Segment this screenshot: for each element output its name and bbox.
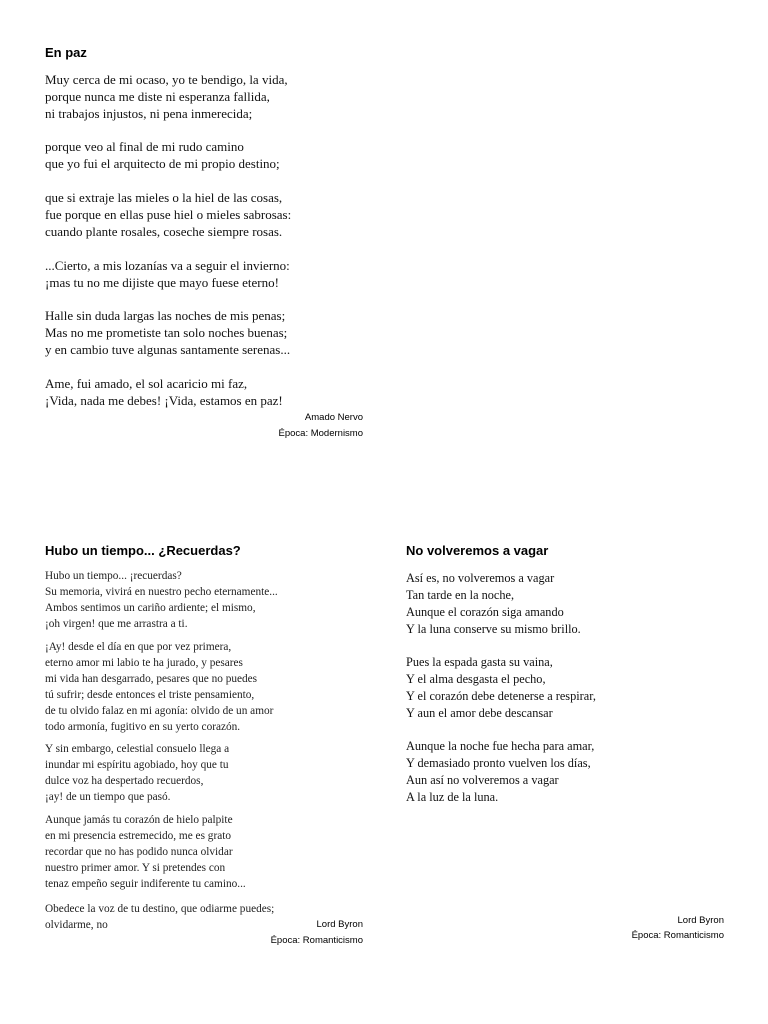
poem-line: Tan tarde en la noche, (406, 588, 515, 602)
poem-line: Aunque la noche fue hecha para amar, (406, 739, 595, 753)
poem-line: que yo fui el arquitecto de mi propio destino; (45, 155, 280, 171)
poem-stanza (45, 376, 283, 410)
poem-line: ni trabajos injustos, ni pena inmerecida; (45, 105, 253, 121)
poem-stanza (406, 654, 596, 722)
poem-stanza (406, 738, 594, 806)
poem-line: tenaz empeño seguir indiferente tu camino... (45, 877, 246, 890)
poem-stanza (45, 902, 274, 934)
poem-line: Hubo un tiempo... ¡recuerdas? (45, 570, 182, 582)
poem-line: Mas no me prometiste tan solo noches buenas; (45, 324, 288, 340)
poem-title: No volveremos a vagar (406, 543, 549, 558)
poem-line: Y el alma desgasta el pecho, (406, 672, 546, 686)
poem-line: ...Cierto, a mis lozanías va a seguir el invierno: (45, 258, 290, 273)
poem-line: cuando plante rosales, coseche siempre rosas. (45, 223, 283, 239)
poem-line: Ame, fui amado, el sol acaricio mi faz, (45, 376, 248, 391)
poem-line: Muy cerca de mi ocaso, yo te bendigo, la vida, (45, 72, 288, 87)
poem-line: Aun así no volveremos a vagar (406, 773, 559, 787)
poem-epoch: Época: Modernismo (278, 428, 363, 439)
poem-stanza (45, 190, 291, 240)
poem-line: Y aun el amor debe descansar (406, 706, 553, 720)
poem-line: Y demasiado pronto vuelven los días, (406, 756, 591, 770)
poem-epoch: Época: Romanticismo (631, 930, 724, 941)
poem-title: En paz (45, 45, 87, 60)
poem-line: nuestro primer amor. Y si pretendes con (45, 861, 226, 874)
poem-line: eterno amor mi labio te ha jurado, y pesares (45, 656, 243, 669)
poem-line: inundar mi espíritu agobiado, hoy que tu (45, 758, 229, 771)
poem-line: Ambos sentimos un cariño ardiente; el mismo, (45, 601, 256, 614)
poem-line: porque nunca me diste ni esperanza fallida, (45, 88, 270, 104)
poem-line: mi vida han desgarrado, pesares que no puedes (45, 672, 258, 685)
poem-line: Su memoria, vivirá en nuestro pecho eternamente... (45, 585, 278, 598)
poem-line: recordar que no has podido nunca olvidar (45, 845, 233, 858)
poem-stanza (45, 569, 278, 633)
poem-stanza (45, 258, 290, 292)
poem-line: porque veo al final de mi rudo camino (45, 139, 244, 154)
poem-stanza (45, 308, 290, 358)
poem-line: Obedece la voz de tu destino, que odiarme puedes; (45, 903, 275, 915)
poem-stanza (45, 139, 280, 173)
poem-line: de tu olvido falaz en mi agonía: olvido de un amor (45, 704, 274, 717)
poem-line: ¡mas tu no me dijiste que mayo fuese eterno! (45, 274, 279, 290)
poem-line: tú sufrir; desde entonces el triste pensamiento, (45, 688, 255, 701)
poem-line: en mi presencia estremecido, me es grato (45, 829, 232, 842)
poem-author: Lord Byron (316, 919, 363, 930)
poem-line: ¡Ay! desde el día en que por vez primera, (45, 641, 232, 653)
poem-line: dulce voz ha despertado recuerdos, (45, 774, 204, 787)
poem-line: Y sin embargo, celestial consuelo llega a (45, 743, 230, 755)
poem-stanza (45, 742, 229, 806)
poem-line: ¡ay! de un tiempo que pasó. (45, 790, 171, 803)
poem-stanza (45, 72, 288, 122)
poem-epoch: Época: Romanticismo (270, 935, 363, 946)
poem-line: que si extraje las mieles o la hiel de las cosas, (45, 190, 283, 205)
poem-author: Amado Nervo (304, 412, 363, 423)
poem-stanza (406, 570, 581, 638)
poem-line: olvidarme, no (45, 918, 108, 931)
poem-line: y en cambio tuve algunas santamente serenas... (45, 341, 291, 357)
poem-line: ¡oh virgen! que me arrastra a ti. (45, 617, 188, 630)
poem-stanza (45, 640, 273, 735)
poem-line: ¡Vida, nada me debes! ¡Vida, estamos en paz! (45, 392, 283, 408)
poem-line: Halle sin duda largas las noches de mis penas; (45, 308, 286, 323)
poem-line: fue porque en ellas puse hiel o mieles sabrosas: (45, 206, 292, 222)
poem-line: todo armonía, fugitivo en su yerto corazón. (45, 720, 241, 733)
poem-line: Aunque jamás tu corazón de hielo palpite (45, 814, 233, 826)
poem-line: A la luz de la luna. (406, 790, 499, 804)
poem-line: Aunque el corazón siga amando (406, 605, 564, 619)
poem-line: Pues la espada gasta su vaina, (406, 655, 553, 669)
poem-line: Así es, no volveremos a vagar (406, 571, 555, 585)
poem-line: Y la luna conserve su mismo brillo. (406, 622, 581, 636)
poem-author: Lord Byron (677, 915, 724, 926)
poem-title: Hubo un tiempo... ¿Recuerdas? (45, 543, 241, 558)
poem-stanza (45, 813, 246, 893)
poem-line: Y el corazón debe detenerse a respirar, (406, 689, 596, 703)
